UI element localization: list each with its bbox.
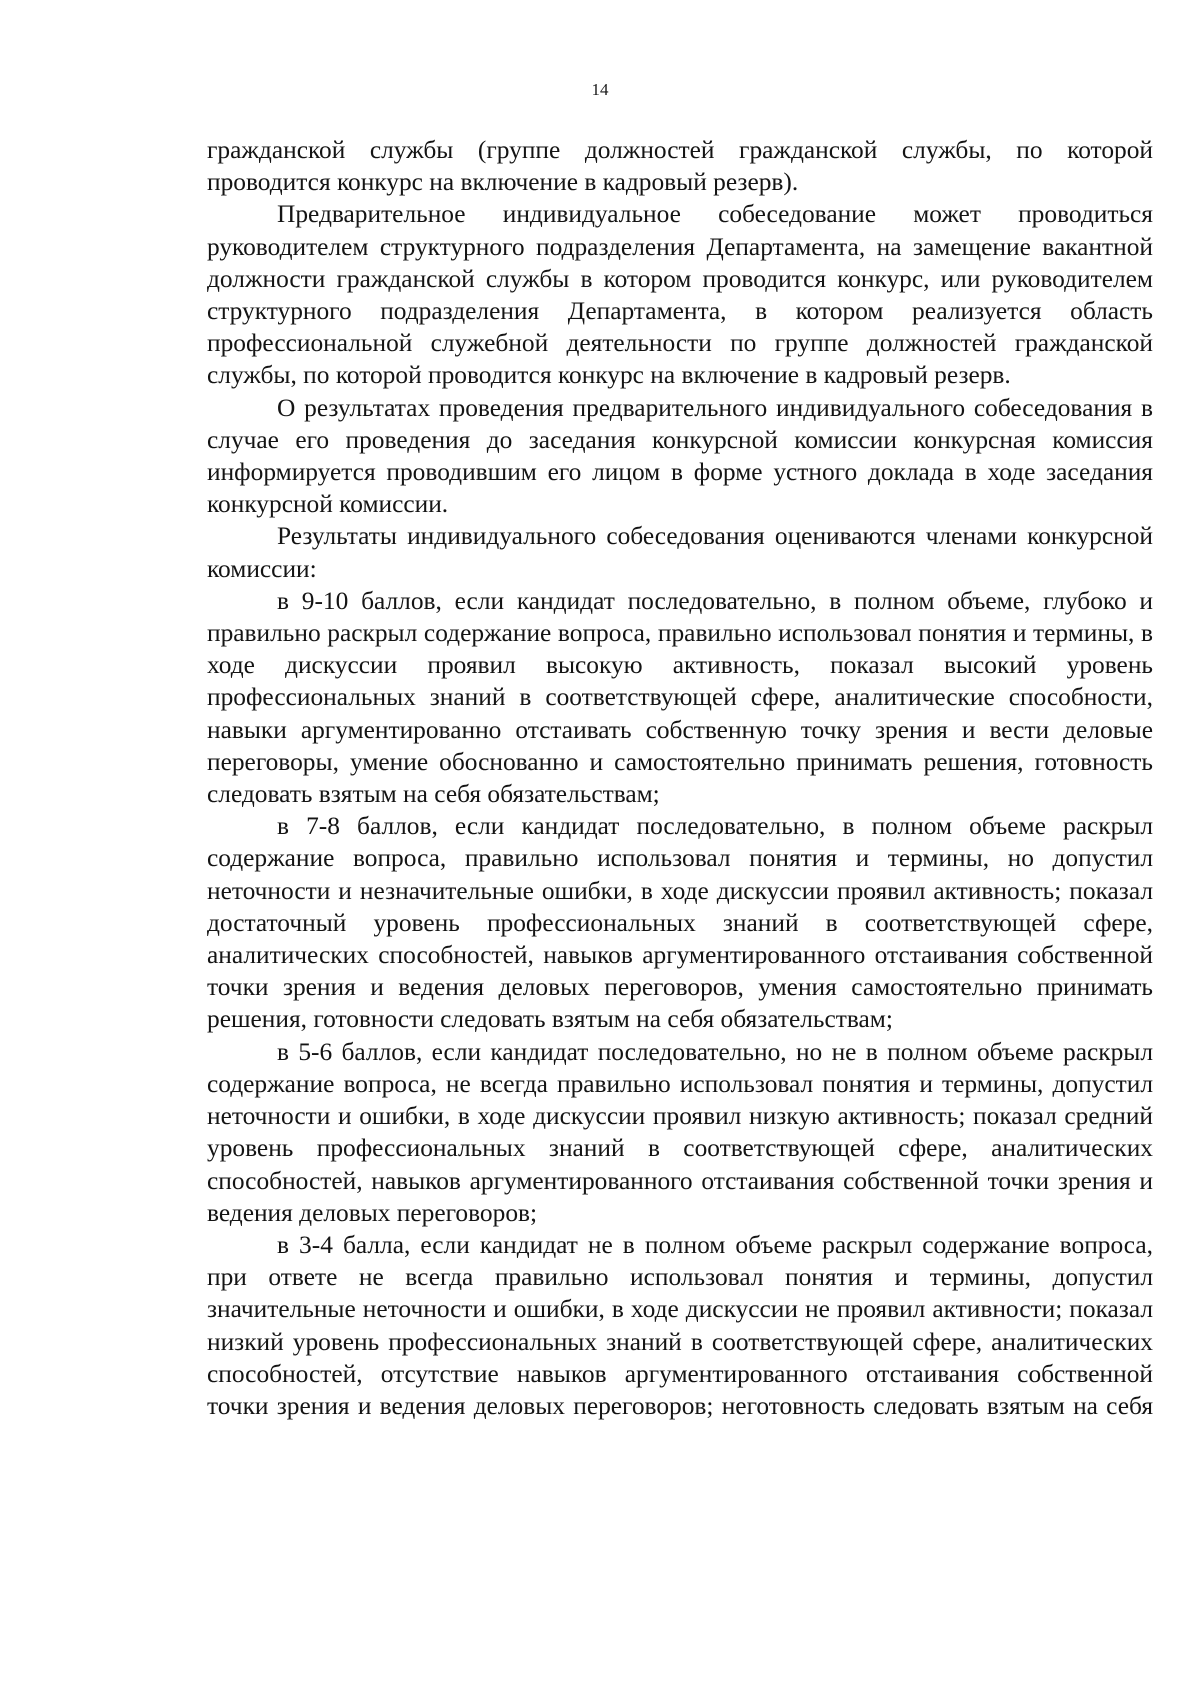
- paragraph-score-9-10: в 9-10 баллов, если кандидат последовательно, в полном объеме, глубоко и правильно раскрыл содержание вопроса, правильно использовал понятия и термины, в ходе дискуссии проявил высокую активность, показал высокий уровень профессиональных знаний в соответствующей сфере, аналитические способности, навыки аргументированно отстаивать собственную точку зрения и вести деловые переговоры, умение обоснованно и самостоятельно принимать решения, готовность следовать взятым на себя обязательствам;: [207, 586, 1153, 809]
- document-body: [207, 134, 1153, 1422]
- paragraph-score-7-8: в 7-8 баллов, если кандидат последовательно, в полном объеме раскрыл содержание вопроса, правильно использовал понятия и термины, но допустил неточности и незначительные ошибки, в ходе дискуссии проявил активность; показал достаточный уровень профессиональных знаний в соответствующей сфере, аналитических способностей, навыков аргументированного отстаивания собственной точки зрения и ведения деловых переговоров, умения самостоятельно принимать решения, готовности следовать взятым на себя обязательствам;: [207, 812, 1153, 1034]
- paragraph-preliminary-interview: Предварительное индивидуальное собеседование может проводиться руководителем структурного подразделения Департамента, на замещение вакантной должности гражданской службы в котором проводится конкурс, или руководителем структурного подразделения Департамента, в котором реализуется область профессиональной служебной деятельности по группе должностей гражданской службы, по которой проводится конкурс на включение в кадровый резерв.: [207, 200, 1153, 390]
- paragraph-score-5-6: в 5-6 баллов, если кандидат последовательно, но не в полном объеме раскрыл содержание вопроса, не всегда правильно использовал понятия и термины, допустил неточности и ошибки, в ходе дискуссии проявил низкую активность; показал средний уровень профессиональных знаний в соответствующей сфере, аналитических способностей, навыков аргументированного отстаивания собственной точки зрения и ведения деловых переговоров;: [207, 1037, 1153, 1227]
- paragraph-score-3-4: в 3-4 балла, если кандидат не в полном объеме раскрыл содержание вопроса, при ответе не всегда правильно использовал понятия и термины, допустил значительные неточности и ошибки, в ходе дискуссии не проявил активности; показал низкий уровень профессиональных знаний в соответствующей сфере, аналитических способностей, отсутствие навыков аргументированного отстаивания собственной точки зрения и ведения деловых переговоров; неготовность следовать взятым на себя: [207, 1230, 1153, 1420]
- paragraph-interview-results-report: О результатах проведения предварительного индивидуального собеседования в случае его проведения до заседания конкурсной комиссии конкурсная комиссия информируется проводившим его лицом в форме устного доклада в ходе заседания конкурсной комиссии.: [207, 393, 1153, 519]
- paragraph-evaluation-intro: Результаты индивидуального собеседования оцениваются членами конкурсной комиссии:: [207, 522, 1153, 583]
- page-number: 14: [591, 80, 609, 99]
- paragraph-continuation: гражданской службы (группе должностей гражданской службы, по которой проводится конкурс на включение в кадровый резерв).: [207, 136, 1153, 197]
